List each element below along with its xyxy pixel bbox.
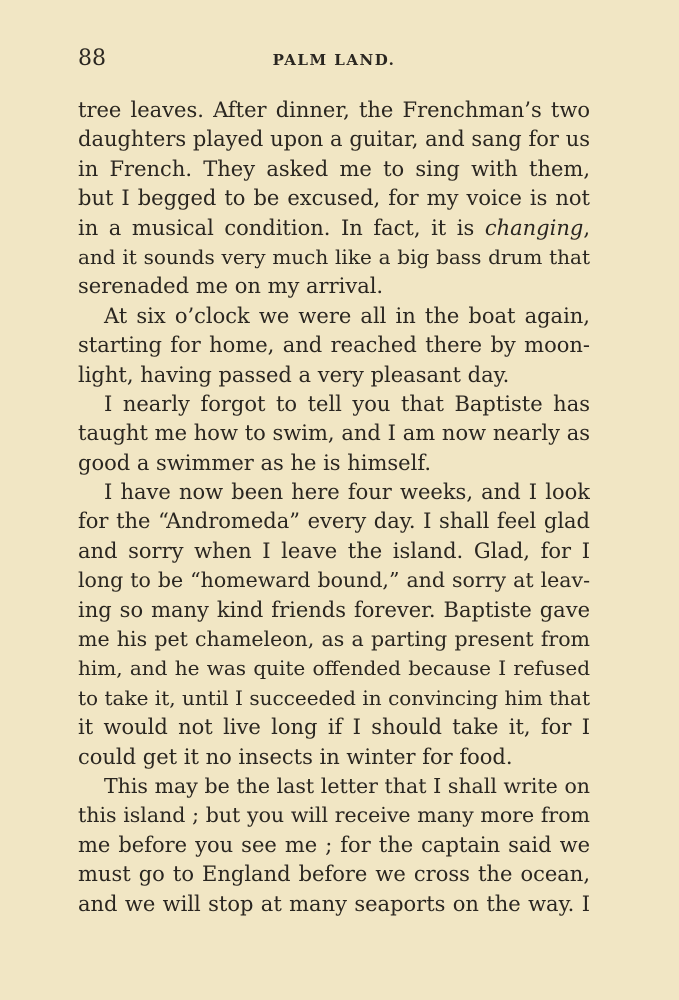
text-line: and it sounds very much like a big bass drum that <box>78 244 590 269</box>
text-line: taught me how to swim, and I am now nearly as <box>78 421 590 446</box>
text-line: daughters played upon a guitar, and sang for us <box>78 127 590 152</box>
text-line: could get it no insects in winter for food. <box>78 744 513 769</box>
text-line: me before you see me ; for the captain said we <box>78 832 590 857</box>
text-line: ing so many kind friends forever. Baptiste gave <box>78 597 590 622</box>
text-line: serenaded me on my arrival. <box>78 274 384 299</box>
text-line: him, and he was quite offended because I refused <box>78 656 590 681</box>
text-line: this island ; but you will receive many more from <box>78 803 590 828</box>
page-header <box>78 44 590 76</box>
page-number: 88 <box>78 46 106 71</box>
text-line: tree leaves. After dinner, the Frenchman’s two <box>78 98 590 122</box>
text-line: to take it, until I succeeded in convincing him that <box>78 685 590 710</box>
text-line: but I begged to be excused, for my voice is not <box>78 186 590 211</box>
text-line: for the “Andromeda” every day. I shall feel glad <box>78 509 590 534</box>
text-line: must go to England before we cross the ocean, <box>78 862 590 887</box>
text-line: in French. They asked me to sing with them, <box>78 156 590 181</box>
emphasized-word: changing <box>484 215 584 240</box>
text-line: and sorry when I leave the island. Glad, for I <box>78 538 590 563</box>
text-line: in a musical condition. In fact, it is changing, <box>78 215 590 240</box>
text-line: starting for home, and reached there by moon- <box>78 333 590 358</box>
text-line: I nearly forgot to tell you that Baptiste has <box>104 391 590 416</box>
text-line: me his pet chameleon, as a parting present from <box>78 627 590 652</box>
text-line: and we will stop at many seaports on the way. I <box>78 891 590 916</box>
text-line: it would not live long if I should take it, for I <box>78 715 590 740</box>
text-line: light, having passed a very pleasant day. <box>78 362 510 387</box>
text-line: I have now been here four weeks, and I look <box>104 480 590 505</box>
text-line: good a swimmer as he is himself. <box>78 450 432 475</box>
text-line: At six o’clock we were all in the boat again, <box>104 303 590 328</box>
text-line: long to be “homeward bound,” and sorry at leav- <box>78 568 590 593</box>
running-title: PALM LAND. <box>272 51 396 69</box>
text-line: This may be the last letter that I shall write on <box>104 773 590 798</box>
body-text <box>78 96 590 919</box>
